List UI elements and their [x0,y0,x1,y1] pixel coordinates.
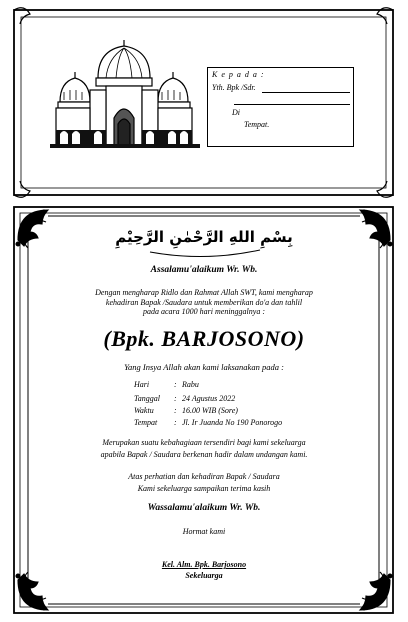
deceased-name: (Bpk. BARJOSONO) [103,326,305,351]
detail-colon: : [174,418,177,427]
detail-colon: : [174,380,177,389]
intro-line: pada acara 1000 hari meninggalnya : [143,307,265,316]
detail-label: Tempat [134,418,158,427]
thanks-line: Atas perhatian dan kehadiran Bapak / Saudara [128,472,280,481]
thanks-paragraph [0,471,408,495]
address-place: Tempat. [244,120,270,129]
detail-value: 24 Agustus 2022 [182,394,236,403]
closing-greeting: Wassalamu'alaikum Wr. Wb. [147,503,261,513]
basmalah-calligraphy: بِسْمِ اللهِ الرَّحْمٰنِ الرَّحِيْمِ [115,228,293,246]
address-recipient: Yth. Bpk /Sdr. [212,83,256,92]
detail-value: 16.00 WIB (Sore) [182,406,238,415]
detail-label: Hari [134,380,150,389]
greeting: Assalamu'alaikum Wr. Wb. [150,265,258,275]
address-label: K e p a d a : [212,70,265,79]
detail-colon: : [174,394,177,403]
address-at: Di [232,108,240,117]
intro-line: kehadiran Bapak /Saudara untuk memberikan do'a dan tahlil [105,297,303,307]
detail-label: Tanggal [134,394,160,403]
intro-paragraph [0,288,408,317]
hope-line: apabila Bapak / Saudara berkenan hadir dalam undangan kami. [100,450,308,459]
detail-label: Waktu [134,406,154,415]
thanks-line: Kami sekeluarga sampaikan terima kasih [137,484,271,493]
signature-family: Sekeluarga [185,571,223,580]
detail-value: Rabu [182,380,199,389]
hope-paragraph [0,437,408,461]
event-intro: Yang Insya Allah akan kami laksanakan pada : [124,362,284,372]
hope-line: Merupakan suatu kebahagiaan tersendiri bagi kami sekeluarga [102,438,306,447]
signature-name: Kel. Alm. Bpk. Barjosono [161,560,247,569]
detail-value: Jl. Ir Juanda No 190 Ponorogo [182,418,283,427]
regards: Hormat kami [182,527,226,536]
detail-colon: : [174,406,177,415]
intro-line: Dengan mengharap Ridlo dan Rahmat Allah SWT, kami mengharap [95,288,313,297]
